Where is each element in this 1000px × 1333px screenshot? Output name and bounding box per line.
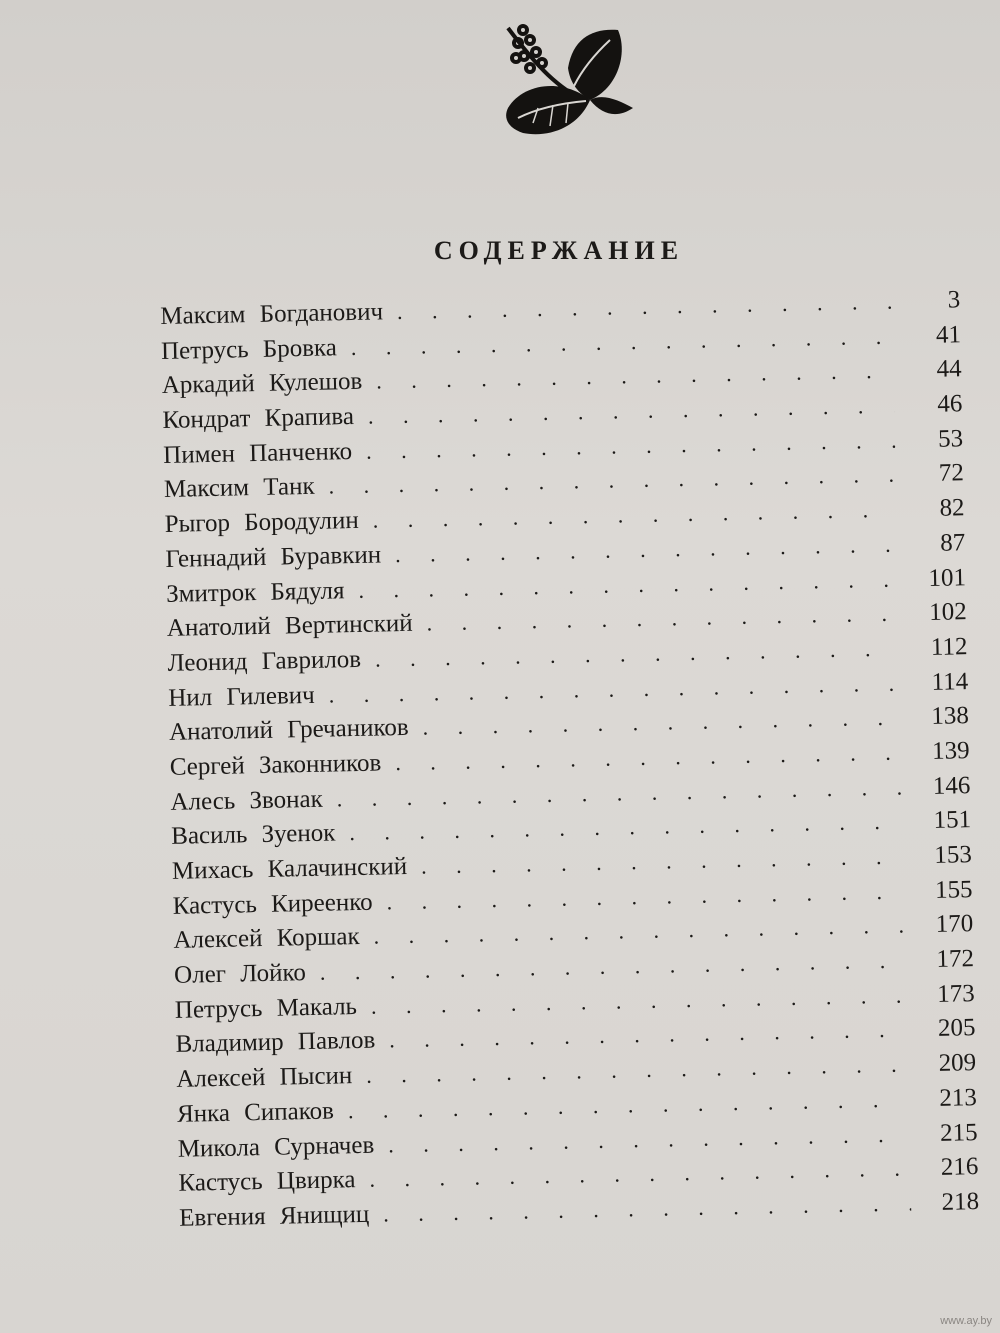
- toc-page-number: 72: [938, 459, 965, 488]
- toc-author: Сергей Законников: [169, 749, 382, 781]
- toc-page-number: 44: [936, 355, 962, 384]
- toc-page-number: 46: [937, 390, 963, 418]
- toc-author: Кондрат Крапива: [162, 403, 355, 435]
- toc-author: Максим Танк: [163, 473, 315, 504]
- toc-page-number: 138: [931, 702, 970, 731]
- toc-page-number: 215: [939, 1118, 978, 1147]
- toc-page-number: 172: [936, 945, 975, 973]
- toc-author: Алесь Звонак: [170, 785, 324, 816]
- toc-author: Кастусь Киреенко: [172, 888, 373, 920]
- toc-author: Алексей Коршак: [173, 923, 360, 955]
- toc-page-number: 170: [935, 910, 974, 939]
- toc-author: Рыгор Бородулин: [164, 507, 360, 539]
- page-title: СОДЕРЖАНИЕ: [433, 236, 685, 265]
- toc-author: Максим Богданович: [160, 298, 384, 330]
- toc-author: Анатолий Гречаников: [168, 714, 409, 747]
- toc-author: Анатолий Вертинский: [166, 609, 413, 643]
- toc-page-number: 87: [939, 529, 966, 557]
- toc-author: Пимен Панченко: [162, 437, 353, 469]
- toc-author: Аркадий Кулешов: [161, 368, 363, 400]
- toc-author: Василь Зуенок: [170, 819, 336, 851]
- toc-author: Олег Лойко: [173, 959, 307, 989]
- toc-author: Геннадий Буравкин: [165, 541, 382, 573]
- toc-page-number: 112: [930, 633, 968, 661]
- toc-author: Змитрок Бядуля: [165, 576, 345, 608]
- toc-author: Владимир Павлов: [175, 1027, 376, 1059]
- toc-author: Кастусь Цвирка: [178, 1166, 356, 1197]
- toc-page-number: 101: [928, 563, 967, 592]
- toc-author: Евгения Янищиц: [178, 1200, 370, 1232]
- toc-author: Петрусь Макаль: [174, 992, 358, 1024]
- toc-author: Янка Сипаков: [176, 1097, 335, 1128]
- toc-author: Нил Гилевич: [168, 681, 315, 712]
- toc-author: Петрусь Бровка: [160, 333, 338, 365]
- toc-page-number: 216: [940, 1153, 979, 1182]
- toc-page-number: 205: [937, 1014, 976, 1043]
- toc-author: Леонид Гаврилов: [167, 645, 362, 677]
- toc-page-number: 114: [931, 667, 969, 696]
- toc-author: Михась Калачинский: [171, 852, 408, 885]
- watermark: www.ay.by: [940, 1315, 992, 1327]
- leaf-branch-icon: [478, 8, 648, 158]
- toc-page-number: 53: [937, 424, 964, 453]
- toc-page-number: 155: [934, 875, 973, 904]
- toc-page-number: 173: [936, 979, 975, 1008]
- toc-author: Алексей Пысин: [176, 1062, 353, 1093]
- toc-page-number: 139: [931, 737, 970, 765]
- toc-page-number: 151: [933, 806, 972, 835]
- toc-page-number: 3: [947, 286, 961, 314]
- toc-page-number: 102: [928, 598, 967, 627]
- toc-page-number: 41: [935, 320, 962, 349]
- toc-author: Микола Сурначев: [177, 1131, 375, 1163]
- table-of-contents: [160, 283, 979, 1236]
- toc-page-number: 218: [941, 1187, 980, 1216]
- toc-page-number: 146: [932, 771, 971, 800]
- toc-page-number: 153: [934, 841, 973, 869]
- toc-page-number: 213: [939, 1083, 978, 1112]
- toc-page-number: 209: [938, 1049, 977, 1077]
- toc-page-number: 82: [939, 494, 965, 522]
